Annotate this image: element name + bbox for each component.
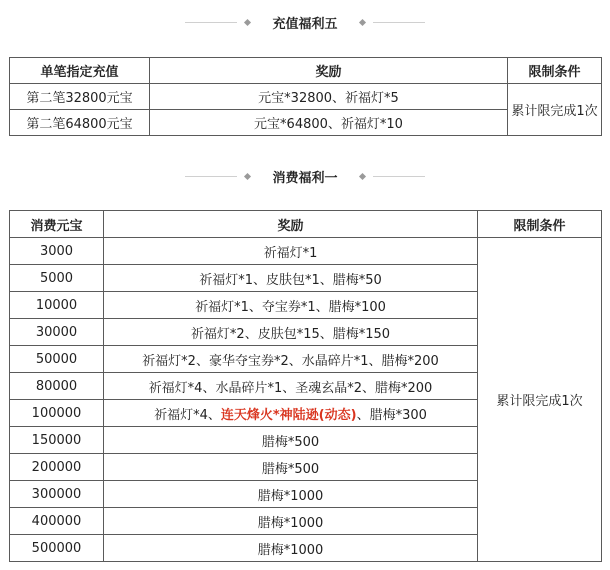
reward-cell: 腊梅*500 xyxy=(104,427,478,454)
column-header: 限制条件 xyxy=(508,58,602,84)
amount-cell: 3000 xyxy=(10,238,104,265)
table-header-row xyxy=(10,58,602,84)
divider-line xyxy=(185,176,237,177)
divider-line xyxy=(373,176,425,177)
table-row xyxy=(10,238,602,265)
amount-cell: 80000 xyxy=(10,373,104,400)
amount-cell: 10000 xyxy=(10,292,104,319)
diamond-icon xyxy=(358,18,365,25)
amount-cell: 300000 xyxy=(10,481,104,508)
column-header: 消费元宝 xyxy=(10,211,104,238)
amount-cell: 第二笔32800元宝 xyxy=(10,84,150,110)
reward-cell: 祈福灯*2、豪华夺宝券*2、水晶碎片*1、腊梅*200 xyxy=(104,346,478,373)
reward-cell: 祈福灯*1 xyxy=(104,238,478,265)
reward-cell: 腊梅*1000 xyxy=(104,535,478,562)
section-title-consume xyxy=(0,164,610,188)
section-heading: 充值福利五 xyxy=(272,16,338,32)
reward-cell: 元宝*64800、祈福灯*10 xyxy=(150,110,508,136)
diamond-icon xyxy=(244,172,251,179)
reward-cell xyxy=(104,400,478,427)
reward-cell: 祈福灯*2、皮肤包*15、腊梅*150 xyxy=(104,319,478,346)
diamond-icon xyxy=(244,18,251,25)
amount-cell: 5000 xyxy=(10,265,104,292)
divider-line xyxy=(185,22,237,23)
condition-cell: 累计限完成1次 xyxy=(508,84,602,136)
diamond-icon xyxy=(358,172,365,179)
amount-cell: 50000 xyxy=(10,346,104,373)
column-header: 奖励 xyxy=(150,58,508,84)
reward-cell: 腊梅*1000 xyxy=(104,508,478,535)
reward-text: 、腊梅*300 xyxy=(356,407,427,423)
table-row xyxy=(10,84,602,110)
section-title-recharge xyxy=(0,10,610,34)
reward-cell: 祈福灯*4、水晶碎片*1、圣魂玄晶*2、腊梅*200 xyxy=(104,373,478,400)
reward-cell: 祈福灯*1、夺宝券*1、腊梅*100 xyxy=(104,292,478,319)
amount-cell: 500000 xyxy=(10,535,104,562)
highlight-reward-text: 连天烽火*神陆逊(动态) xyxy=(220,407,357,423)
amount-cell: 30000 xyxy=(10,319,104,346)
reward-cell: 腊梅*500 xyxy=(104,454,478,481)
table-header-row xyxy=(10,211,602,238)
recharge-table xyxy=(9,57,602,136)
amount-cell: 100000 xyxy=(10,400,104,427)
amount-cell: 200000 xyxy=(10,454,104,481)
reward-cell: 腊梅*1000 xyxy=(104,481,478,508)
column-header: 限制条件 xyxy=(478,211,602,238)
column-header: 奖励 xyxy=(104,211,478,238)
amount-cell: 第二笔64800元宝 xyxy=(10,110,150,136)
amount-cell: 400000 xyxy=(10,508,104,535)
reward-cell: 祈福灯*1、皮肤包*1、腊梅*50 xyxy=(104,265,478,292)
condition-cell: 累计限完成1次 xyxy=(478,238,602,562)
consume-table xyxy=(9,210,602,562)
reward-cell: 元宝*32800、祈福灯*5 xyxy=(150,84,508,110)
section-heading: 消费福利一 xyxy=(272,170,338,186)
reward-text: 祈福灯*4、 xyxy=(154,407,221,423)
amount-cell: 150000 xyxy=(10,427,104,454)
column-header: 单笔指定充值 xyxy=(10,58,150,84)
divider-line xyxy=(373,22,425,23)
